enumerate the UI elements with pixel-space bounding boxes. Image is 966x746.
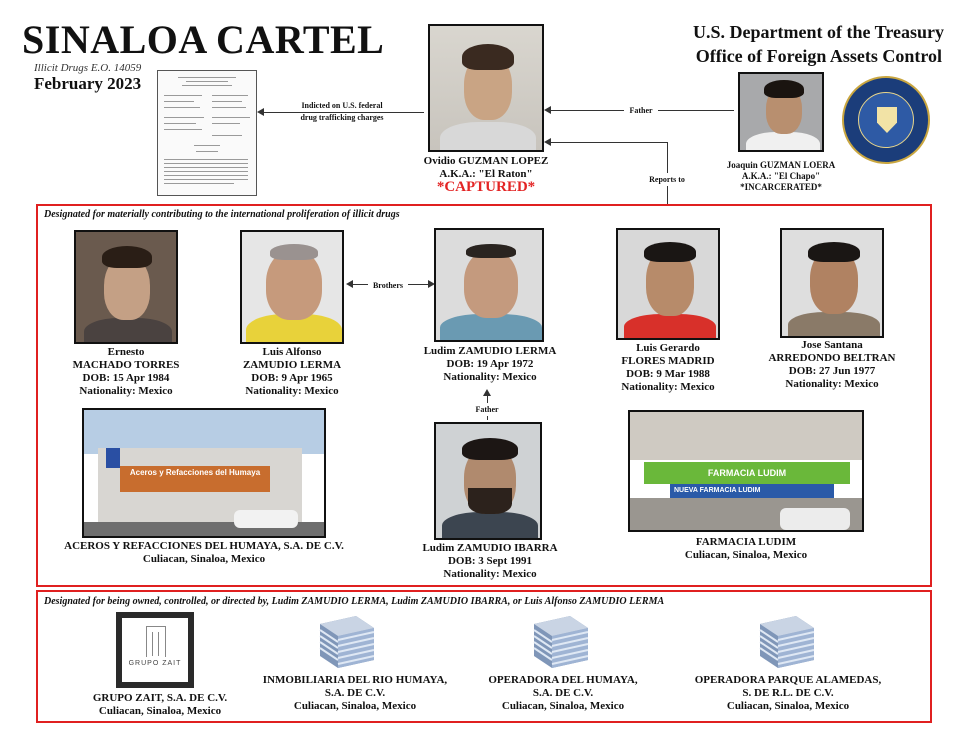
father-arrowhead [544,106,551,114]
ovidio-status: *CAPTURED* [436,179,536,195]
luis-alfonso-nat: Nationality: Mexico [245,385,339,397]
luis-alfonso-dob: DOB: 9 Apr 1965 [251,372,333,384]
father-ibarra-arrowhead [483,389,491,396]
luis-alfonso-caption [218,346,366,398]
photo-farmacia-ludim [628,410,864,532]
father-label: Father [624,104,658,117]
ovidio-name: Ovidio GUZMAN LOPEZ [423,155,549,167]
indictment-document-icon [157,70,257,196]
farmacia-caption [640,536,852,562]
ernesto-line1: Ernesto [107,346,145,358]
treasury-seal-icon [842,76,930,164]
luis-gerardo-line1: Luis Gerardo [636,342,700,354]
office-name: Office of Foreign Assets Control [695,46,942,66]
ovidio-caption [404,155,568,194]
company-inmobiliaria-line1: INMOBILIARIA DEL RIO HUMAYA, [262,674,448,686]
jose-santana-caption [752,339,912,391]
section-illicit-drugs-title: Designated for materially contributing to the international proliferation of illicit drugs [44,209,400,220]
company-operadora-alamedas [680,674,896,713]
aceros-name: ACEROS Y REFACCIONES DEL HUMAYA, S.A. DE C.V. [64,540,344,552]
ovidio-aka: A.K.A.: "El Raton" [439,168,533,180]
date-label: February 2023 [34,74,142,93]
photo-luis-alfonso-zamudio-lerma [240,230,344,344]
agency-name: U.S. Department of the Treasury [693,22,944,42]
luis-gerardo-nat: Nationality: Mexico [621,381,715,393]
ludim-lerma-nat: Nationality: Mexico [443,371,537,383]
joaquin-caption [704,160,858,193]
company-operadora-humaya [468,674,658,713]
grupo-zait-logo-text: GRUPO ZAIT [128,660,182,667]
luis-alfonso-line1: Luis Alfonso [262,346,322,358]
ludim-ibarra-dob: DOB: 3 Sept 1991 [447,555,533,567]
aceros-sign: Aceros y Refacciones del Humaya [120,466,270,492]
ludim-ibarra-nat: Nationality: Mexico [443,568,537,580]
company-inmobiliaria-line2: S.A. DE C.V. [324,687,386,699]
company-operadora-alamedas-location: Culiacan, Sinaloa, Mexico [726,700,850,712]
luis-gerardo-caption [594,342,742,394]
joaquin-aka: A.K.A.: "El Chapo" [741,171,821,181]
jose-santana-line2: ARREDONDO BELTRAN [768,352,896,364]
indicted-line1: Indicted on U.S. federal [301,101,383,110]
chart-title: SINALOA CARTEL [22,17,385,62]
company-operadora-alamedas-line2: S. DE R.L. DE C.V. [742,687,834,699]
photo-jose-santana-arredondo-beltran [780,228,884,338]
reports-to-arrowhead [544,138,551,146]
company-operadora-humaya-location: Culiacan, Sinaloa, Mexico [501,700,625,712]
reports-to-horizontal [550,142,668,143]
company-inmobiliaria-location: Culiacan, Sinaloa, Mexico [293,700,417,712]
photo-ludim-zamudio-ibarra [434,422,542,540]
brothers-label: Brothers [368,279,408,292]
grupo-zait-logo [116,612,194,688]
photo-aceros-store [82,408,326,538]
joaquin-name: Joaquin GUZMAN LOERA [726,160,836,170]
farmacia-name: FARMACIA LUDIM [695,536,797,548]
building-icon [530,614,592,670]
farmacia-banner: NUEVA FARMACIA LUDIM [670,484,834,498]
farmacia-sign: FARMACIA LUDIM [644,462,850,484]
indicted-arrowhead [257,108,264,116]
photo-ovidio-guzman-lopez [428,24,544,152]
company-grupo-zait-name: GRUPO ZAIT, S.A. DE C.V. [92,692,228,704]
ludim-ibarra-caption [404,542,576,581]
jose-santana-dob: DOB: 27 Jun 1977 [788,365,876,377]
jose-santana-line1: Jose Santana [801,339,863,351]
ernesto-line2: MACHADO TORRES [72,359,180,371]
reports-to-label: Reports to [640,173,694,186]
company-operadora-alamedas-line1: OPERADORA PARQUE ALAMEDAS, [694,674,882,686]
company-inmobiliaria [248,674,462,713]
ernesto-caption [52,346,200,398]
ludim-lerma-line1: Ludim ZAMUDIO LERMA [423,345,557,357]
ludim-ibarra-line1: Ludim ZAMUDIO IBARRA [422,542,558,554]
executive-order-subtitle: Illicit Drugs E.O. 14059 [34,62,142,74]
joaquin-status: *INCARCERATED* [740,182,822,192]
section-owned-controlled-title: Designated for being owned, controlled, or directed by, Ludim ZAMUDIO LERMA, Ludim ZAMUDIO IBARRA, or Luis Alfonso ZAMUDIO LERMA [44,596,665,607]
indicted-connector [262,112,424,113]
building-icon [316,614,378,670]
luis-alfonso-line2: ZAMUDIO LERMA [242,359,342,371]
company-operadora-humaya-line1: OPERADORA DEL HUMAYA, [488,674,638,686]
photo-joaquin-guzman-loera [738,72,824,152]
luis-gerardo-line2: FLORES MADRID [621,355,715,367]
company-operadora-humaya-line2: S.A. DE C.V. [532,687,594,699]
father-ibarra-label: Father [468,403,506,416]
ernesto-nat: Nationality: Mexico [79,385,173,397]
luis-gerardo-dob: DOB: 9 Mar 1988 [626,368,710,380]
company-grupo-zait [64,692,256,718]
farmacia-location: Culiacan, Sinaloa, Mexico [684,549,808,561]
ludim-lerma-caption [404,345,576,384]
building-icon [756,614,818,670]
photo-ludim-zamudio-lerma [434,228,544,342]
ludim-lerma-dob: DOB: 19 Apr 1972 [446,358,534,370]
indicted-line2: drug trafficking charges [300,113,384,122]
company-grupo-zait-location: Culiacan, Sinaloa, Mexico [98,705,222,717]
photo-luis-gerardo-flores-madrid [616,228,720,340]
ernesto-dob: DOB: 15 Apr 1984 [82,372,170,384]
aceros-caption [40,540,368,566]
brothers-arrowhead-left [346,280,353,288]
jose-santana-nat: Nationality: Mexico [785,378,879,390]
photo-ernesto-machado-torres [74,230,178,344]
aceros-location: Culiacan, Sinaloa, Mexico [142,553,266,565]
